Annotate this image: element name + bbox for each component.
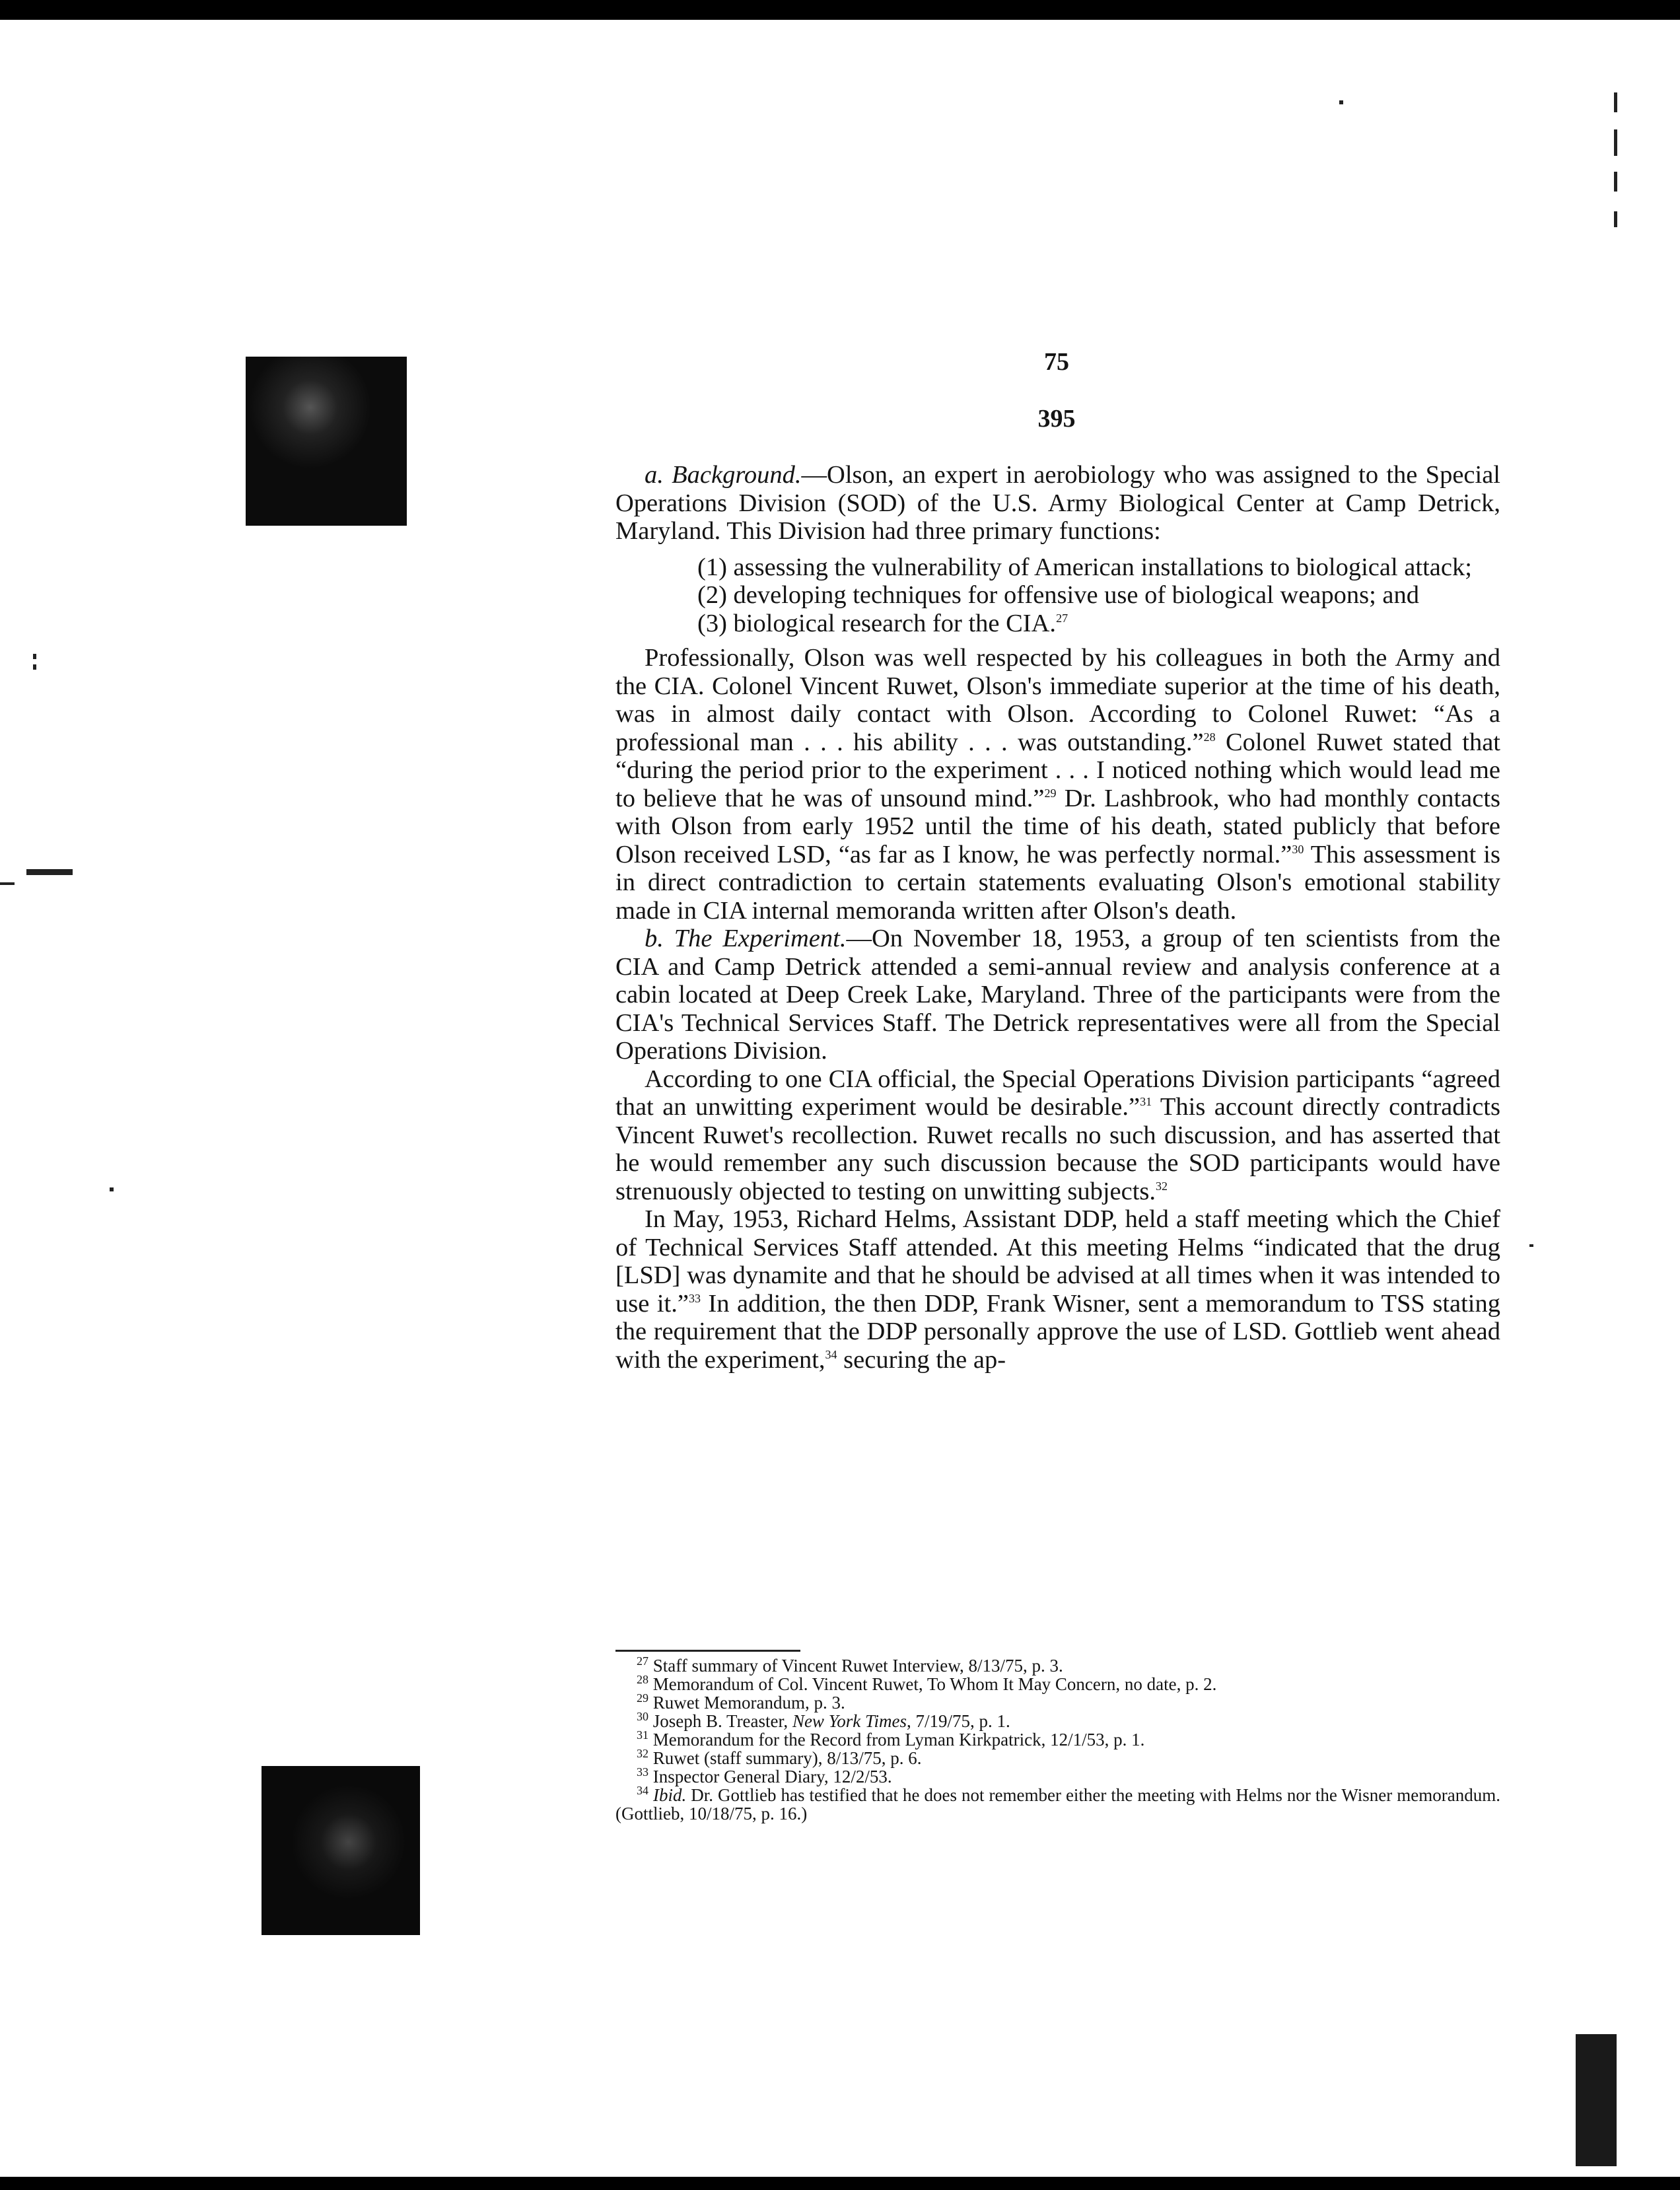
scan-speck <box>33 664 36 670</box>
page-number-top: 75 <box>1044 348 1069 376</box>
scan-artifact-bottom-right <box>1576 2034 1617 2166</box>
section-lead-background: a. Background. <box>645 461 802 489</box>
footnote-divider <box>615 1650 800 1652</box>
footnote: $^{34}$ Ibid. Dr. Gottlieb has testified that he does not remember either the meeting with Helms nor the Wisner memorandum. (Gottlieb, 10/18/75, p. 16.) <box>615 1784 1501 1823</box>
footnote-ref: 29 <box>1044 786 1057 800</box>
scan-border-bottom <box>0 2177 1680 2190</box>
scan-speck <box>1339 100 1343 104</box>
footnote-ref: 34 <box>825 1347 837 1361</box>
scan-speck <box>33 654 36 659</box>
paragraph-cia-official: According to one CIA official, the Special Operations Division participants “agreed that an unwitting experiment would be desirable.”$^{31}$ This account directly contradicts Vincent Ruwet's recollection. Ruwet recalls no such discussion, and has asserted that he would remember any such discussion because the SOD participants would have strenuously objected to testing on unwitting subjects.$^{32}$ <box>615 1065 1500 1205</box>
main-text <box>615 461 1500 1374</box>
footnotes <box>615 1656 1500 1823</box>
footnote: $^{30}$ Joseph B. Treaster, New York Times, 7/19/75, p. 1. <box>637 1710 1010 1731</box>
paragraph-background: a. Background.—Olson, an expert in aerobiology who was assigned to the Special Operations Division (SOD) of the U.S. Army Biological Center at Camp Detrick, Maryland. This Division had three primary functions: <box>615 461 1501 545</box>
footnote: $^{33}$ Inspector General Diary, 12/2/53. <box>637 1765 892 1786</box>
footnote: $^{31}$ Memorandum for the Record from Lyman Kirkpatrick, 12/1/53, p. 1. <box>637 1728 1145 1749</box>
footnote: $^{27}$ Staff summary of Vincent Ruwet Interview, 8/13/75, p. 3. <box>637 1654 1063 1676</box>
paragraph-helms: In May, 1953, Richard Helms, Assistant DDP, held a staff meeting which the Chief of Technical Services Staff attended. At this meeting Helms “indicated that the drug [LSD] was dynamite and that he should be advised at all times when it was intended to use it.”$^{33}$ In addition, the then DDP, Frank Wisner, sent a memorandum to TSS stating the requirement that the DDP personally approve the use of LSD. Gottlieb went ahead with the experiment,$^{34}$ securing the ap- <box>615 1205 1501 1374</box>
scan-artifact-bottom-left <box>262 1766 420 1935</box>
functions-list <box>668 553 1500 638</box>
footnote-ref: 32 <box>1156 1179 1168 1193</box>
scan-speck <box>1614 92 1617 112</box>
list-item: (2) developing techniques for offensive use of biological weapons; and <box>697 581 1420 609</box>
section-lead-experiment: b. The Experiment. <box>645 925 847 952</box>
paragraph-professionally: Professionally, Olson was well respected by his colleagues in both the Army and the CIA. Colonel Vincent Ruwet, Olson's immediate superior at the time of his death, was in almost daily contact with Olson. According to Colonel Ruwet: “As a professional man . . . his ability . . . was outstanding.”$^{28}$ Colonel Ruwet stated that “during the period prior to the experiment . . . I noticed nothing which would lead me to believe that he was of unsound mind.”$^{29}$ Dr. Lashbrook, who had monthly contacts with Olson from early 1952 until the time of his death, stated publicly that before Olson received LSD, “as far as I know, he was perfectly normal.”$^{30}$ This assessment is in direct contradiction to certain statements evaluating Olson's emotional stability made in CIA internal memoranda written after Olson's death. <box>615 644 1500 925</box>
footnote-ref: 33 <box>688 1291 701 1305</box>
scan-speck <box>1614 172 1617 192</box>
scan-speck <box>0 882 15 885</box>
scan-speck <box>1614 129 1617 156</box>
scan-speck <box>1614 211 1617 227</box>
list-item: (1) assessing the vulnerability of American installations to biological attack; <box>697 553 1472 581</box>
paragraph-experiment: b. The Experiment.—On November 18, 1953, a group of ten scientists from the CIA and Camp Detrick attended a semi-annual review and analysis conference at a cabin located at Deep Creek Lake, Maryland. Three of the participants were from the CIA's Technical Services Staff. The Detrick representatives were all from the Special Operations Division. <box>615 925 1500 1065</box>
footnote: $^{32}$ Ruwet (staff summary), 8/13/75, p. 6. <box>637 1747 922 1768</box>
footnote-ref: 28 <box>1203 730 1216 744</box>
scan-speck <box>110 1187 114 1191</box>
scan-speck <box>26 869 73 875</box>
list-item: (3) biological research for the CIA.$^{27}$ <box>697 609 1068 637</box>
page-number-second: 395 <box>1037 405 1076 433</box>
footnote-ref: 30 <box>1292 842 1304 856</box>
footnote: $^{28}$ Memorandum of Col. Vincent Ruwet, To Whom It May Concern, no date, p. 2. <box>637 1673 1217 1694</box>
footnote: $^{29}$ Ruwet Memorandum, p. 3. <box>637 1691 845 1713</box>
scan-artifact-top-left <box>246 357 407 526</box>
scan-border-top <box>0 0 1680 20</box>
scan-speck <box>1529 1244 1533 1247</box>
footnote-ref: 31 <box>1140 1095 1152 1109</box>
footnote-ref: 27 <box>1056 611 1068 625</box>
